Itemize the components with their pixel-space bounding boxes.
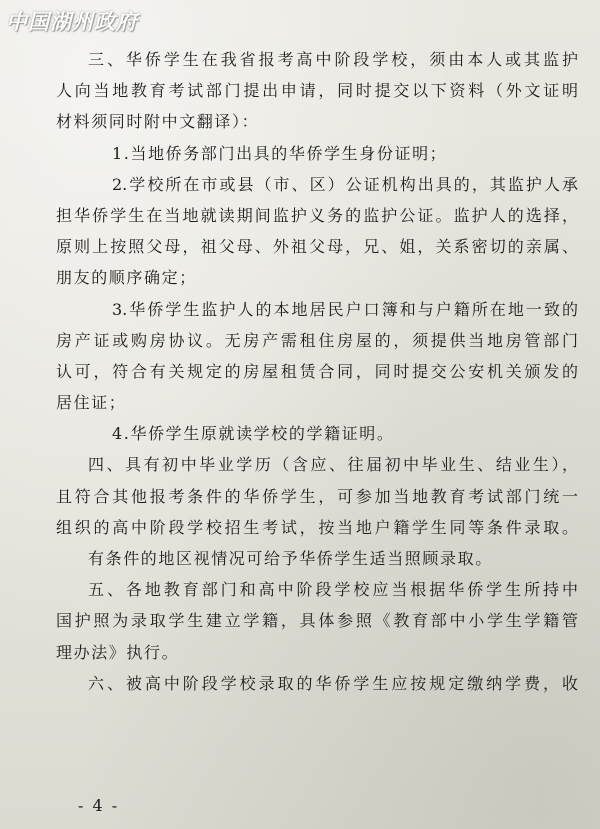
list-item-line: 3.华侨学生监护人的本地居民户口簿和与户籍所在地一致的 — [112, 299, 578, 319]
paragraph-line: 国护照为录取学生建立学籍，具体参照《教育部中小学生学籍管 — [56, 611, 578, 631]
paragraph-line: 有条件的地区视情况可给予华侨学生适当照顾录取。 — [88, 549, 493, 568]
list-item-line: 4.华侨学生原就读学校的学籍证明。 — [112, 424, 395, 444]
paragraph-line: 组织的高中阶段学校招生考试，按当地户籍学生同等条件录取。 — [56, 517, 578, 537]
paragraph-line: 认可，符合有关规定的房屋租赁合同，同时提交公安机关颁发的 — [56, 361, 578, 381]
paragraph-line: 朋友的顺序确定； — [56, 268, 197, 288]
list-item-line: 1.当地侨务部门出具的华侨学生身份证明； — [112, 143, 448, 163]
paragraph-line: 三、华侨学生在我省报考高中阶段学校，须由本人或其监护 — [88, 50, 578, 69]
paragraph-line: 原则上按照父母，祖父母、外祖父母，兄、姐，关系密切的亲属、 — [56, 237, 578, 257]
paragraph-line: 材料须同时附中文翻译）： — [56, 112, 260, 132]
paragraph-line: 四、具有初中毕业学历（含应、往届初中毕业生、结业生）， — [88, 455, 578, 475]
page-number: - 4 - — [78, 796, 120, 815]
document-body — [56, 44, 578, 699]
paragraph-line: 担华侨学生在当地就读期间监护义务的监护公证。监护人的选择， — [56, 205, 578, 225]
paragraph-line: 理办法》执行。 — [56, 642, 180, 662]
paragraph-line: 五、各地教育部门和高中阶段学校应当根据华侨学生所持中 — [88, 580, 578, 600]
paragraph-line: 人向当地教育考试部门提出申请，同时提交以下资料（外文证明 — [56, 81, 578, 101]
site-watermark: 中国湖州政府 — [6, 9, 138, 34]
paragraph-line: 六、被高中阶段学校录取的华侨学生应按规定缴纳学费，收 — [88, 673, 578, 693]
paragraph-line: 且符合其他报考条件的华侨学生，可参加当地教育考试部门统一 — [56, 486, 578, 506]
paragraph-line: 居住证； — [56, 393, 127, 413]
list-item-line: 2.学校所在市或县（市、区）公证机构出具的，其监护人承 — [112, 174, 578, 194]
paragraph-line: 房产证或购房协议。无房产需租住房屋的，须提供当地房管部门 — [56, 330, 578, 350]
